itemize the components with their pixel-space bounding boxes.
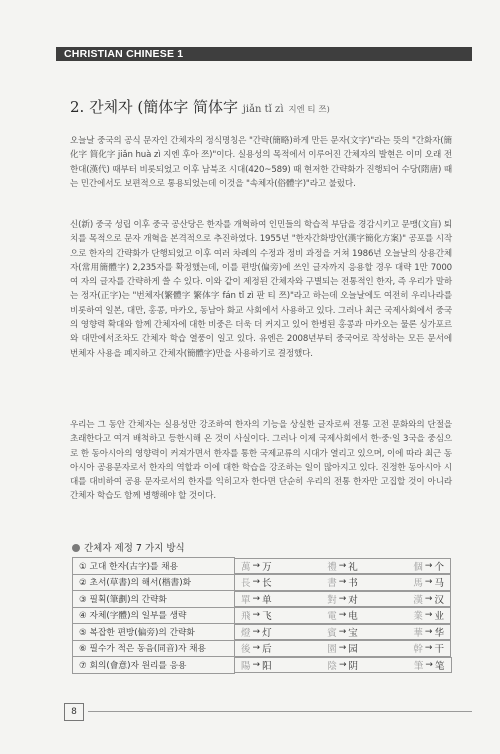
method-description: ② 초서(草書)의 해서(楷書)화 <box>73 574 235 591</box>
simplified-character: 阴 <box>348 660 359 672</box>
paragraph-history: 신(新) 중국 성립 이후 중국 공산당은 한자를 개혁하여 인민들의 학습적 부담을 경감시키고 문맹(文盲) 퇴치를 목적으로 문자 개혁을 본격적으로 추진하였다. 1955년 "한자간화방안(漢字簡化方案)" 공포를 시작으로 한자의 간략화가 단행되었고 이후 여러 차례의 수정과 정비 과정을 거쳐 1986년 오늘날의 상용간체자(常用簡體字) 2,235자를 확정했는데, 이를 편방(偏旁)에 쓰인 글자까지 응용할 경우 대략 1만 7000 여 자의 글자를 간략하게 쓸 수 있다. 이와 같이 제정된 간체자와 구별되는 전통적인 한자, 즉 우리가 말하는 정자(正字)는 "번체자(繁體字 繁体字 fán tǐ zì 판 티 쯔)"라고 하는데 오늘날에도 여전히 우리나라를 비롯하여 일본, 대만, 홍콩, 마카오, 동남아 화교 사회에서 사용하고 있다. 그러나 최근 국제사회에서 중국의 영향력 확대와 함께 간체자에 대한 비중은 더욱 더 커지고 있어 한병된 홍콩과 마카오는 물론 싱가포르와 대만에서조차도 간체자 학습 열풍이 일고 있다. 유엔은 2008년부터 중국어로 작성하는 모든 문서에 번체자 사용을 폐지하고 간체자(簡體字)만을 사용하기로 결정했다. <box>70 220 452 359</box>
simplified-character: 业 <box>434 611 444 623</box>
arrow-icon: → <box>424 560 433 571</box>
bullet-icon <box>72 544 80 552</box>
simplified-character: 马 <box>434 578 444 590</box>
method-description: ④ 자체(字體)의 일부를 생략 <box>73 607 235 624</box>
method-description: ⑦ 회의(會意)자 원리를 응용 <box>73 657 235 674</box>
running-header-title: CHRISTIAN CHINESE 1 <box>64 48 184 60</box>
section-title-pinyin: jiǎn tǐ zì <box>242 104 284 115</box>
simplified-character: 万 <box>262 561 272 573</box>
arrow-icon: → <box>252 577 261 588</box>
section-title-hanzi: (簡体字 <box>137 98 189 116</box>
section-title-simplified: 简体字 <box>192 98 238 116</box>
traditional-character: 單 <box>241 594 251 606</box>
traditional-character: 萬 <box>241 561 251 573</box>
traditional-character: 電 <box>327 611 337 623</box>
character-pair <box>241 641 272 655</box>
traditional-character: 業 <box>413 611 423 623</box>
arrow-icon: → <box>424 610 433 621</box>
arrow-icon: → <box>424 626 433 637</box>
arrow-icon: → <box>424 593 433 604</box>
character-pair <box>327 592 358 606</box>
character-pair <box>413 559 444 573</box>
method-examples <box>235 607 451 624</box>
method-description: ① 고대 한자(古字)를 채용 <box>73 558 235 575</box>
traditional-character: 漢 <box>413 594 423 606</box>
simplified-character: 笔 <box>434 660 445 672</box>
character-pair <box>241 608 272 622</box>
traditional-character: 陽 <box>241 660 251 672</box>
simplified-character: 干 <box>434 644 444 656</box>
character-pair <box>413 575 444 589</box>
method-examples <box>235 624 451 641</box>
arrow-icon: → <box>338 659 347 670</box>
traditional-character: 華 <box>413 627 423 639</box>
character-pair <box>327 575 358 589</box>
simplified-character: 长 <box>262 578 272 590</box>
character-pair <box>327 608 358 622</box>
table-row <box>73 607 452 624</box>
table-row <box>73 574 452 591</box>
arrow-icon: → <box>252 593 261 604</box>
arrow-icon: → <box>338 643 347 654</box>
paragraph-intro: 오늘날 중국의 공식 문자인 간체자의 정식명칭은 "간략(簡略)하게 만든 문자(文字)"라는 뜻의 "간화자(簡化字 简化字 jiǎn huà zì 지엔 후아 쯔)"이다. 실용성의 목적에서 이루어진 간체자의 발현은 이미 오래 전 한대(漢代) 때부터 비롯되었고 이후 남북조 시대(420~589) 때 현저한 간략화가 진행되어 수당(隋唐) 때는 민간에서도 보편적으로 통용되었는데 이것을 "속체자(俗體字)"라고 불렀다. <box>70 136 452 189</box>
simplified-character: 个 <box>434 561 444 573</box>
character-pair <box>241 575 272 589</box>
character-pair <box>241 592 272 606</box>
method-examples <box>235 574 451 591</box>
traditional-character: 園 <box>327 644 337 656</box>
traditional-character: 個 <box>413 561 423 573</box>
traditional-character: 長 <box>241 578 251 590</box>
arrow-icon: → <box>252 643 261 654</box>
character-pair <box>327 641 358 655</box>
simplified-character: 华 <box>434 627 444 639</box>
methods-heading <box>72 540 185 554</box>
section-title <box>70 97 450 117</box>
method-description: ⑤ 복잡한 편방(偏旁)의 간략화 <box>73 624 235 641</box>
traditional-character: 後 <box>241 644 251 656</box>
traditional-character: 幹 <box>413 644 423 656</box>
method-examples <box>235 591 451 608</box>
arrow-icon: → <box>338 610 347 621</box>
table-row <box>73 657 452 674</box>
table-row <box>73 624 452 641</box>
traditional-character: 飛 <box>241 611 251 623</box>
traditional-character: 賓 <box>327 627 337 639</box>
traditional-character: 燈 <box>241 627 251 639</box>
simplified-character: 阳 <box>262 660 272 672</box>
method-description: ⑥ 필수가 적은 동음(同音)자 채용 <box>73 640 235 657</box>
method-examples <box>235 558 451 575</box>
character-pair <box>327 559 358 573</box>
simplified-character: 灯 <box>262 627 272 639</box>
character-pair <box>241 559 272 573</box>
arrow-icon: → <box>338 593 347 604</box>
section-title-pronunciation: 지엔 티 쯔) <box>288 105 330 115</box>
traditional-character: 禮 <box>327 561 337 573</box>
arrow-icon: → <box>252 626 261 637</box>
simplified-character: 园 <box>348 644 358 656</box>
arrow-icon: → <box>252 610 261 621</box>
character-pair <box>241 658 272 672</box>
simplified-character: 后 <box>262 644 272 656</box>
traditional-character: 馬 <box>413 578 423 590</box>
character-pair <box>414 658 445 672</box>
arrow-icon: → <box>252 560 261 571</box>
page-number: 8 <box>64 703 84 721</box>
table-row <box>73 558 452 575</box>
arrow-icon: → <box>338 577 347 588</box>
method-examples <box>235 640 451 657</box>
arrow-icon: → <box>424 577 433 588</box>
methods-heading-text: 간체자 제정 7 가지 방식 <box>84 543 185 554</box>
footer-rule <box>88 711 472 712</box>
simplified-character: 书 <box>348 578 358 590</box>
method-description: ③ 필획(筆劃)의 간략화 <box>73 591 235 608</box>
simplified-character: 宝 <box>348 627 358 639</box>
character-pair <box>327 658 358 672</box>
section-title-korean: 2. 간체자 <box>70 98 133 116</box>
paragraph-conclusion: 우리는 그 동안 간체자는 실용성만 강조하여 한자의 기능을 상실한 글자로써 전통 고전 문화와의 단절을 초래한다고 여겨 배척하고 등한시해 온 것이 사실이다. 그러나 이제 국제사회에서 한·중·일 3국을 중심으로 한 동아시아의 영향력이 커져가면서 한자를 통한 국제교류의 시대가 열리고 있으며, 이에 따라 최근 동아시아 공용문자로서 한자의 역할과 이에 대한 학습을 강조하는 일이 많아지고 있다. 진정한 동아시아 시대를 대비하여 공용 문자로서의 한자를 익히고자 한다면 단순히 우리의 전통 한자만 고집할 것이 아니라 간체자 학습도 함께 병행해야 할 것이다. <box>70 420 452 502</box>
method-examples <box>235 657 452 674</box>
arrow-icon: → <box>425 659 433 670</box>
character-pair <box>413 592 444 606</box>
simplified-character: 汉 <box>434 594 444 606</box>
arrow-icon: → <box>338 560 347 571</box>
table-row <box>73 640 452 657</box>
table-row <box>73 591 452 608</box>
arrow-icon: → <box>338 626 347 637</box>
methods-table <box>72 557 452 674</box>
character-pair <box>413 625 444 639</box>
simplified-character: 飞 <box>262 611 272 623</box>
character-pair <box>327 625 358 639</box>
character-pair <box>413 641 444 655</box>
character-pair <box>241 625 272 639</box>
traditional-character: 筆 <box>413 660 424 672</box>
character-pair <box>413 608 444 622</box>
traditional-character: 陰 <box>327 660 337 672</box>
arrow-icon: → <box>424 643 433 654</box>
arrow-icon: → <box>252 659 261 670</box>
traditional-character: 對 <box>327 594 337 606</box>
simplified-character: 电 <box>348 611 358 623</box>
traditional-character: 書 <box>327 578 337 590</box>
simplified-character: 礼 <box>348 561 358 573</box>
simplified-character: 单 <box>262 594 272 606</box>
simplified-character: 对 <box>348 594 358 606</box>
